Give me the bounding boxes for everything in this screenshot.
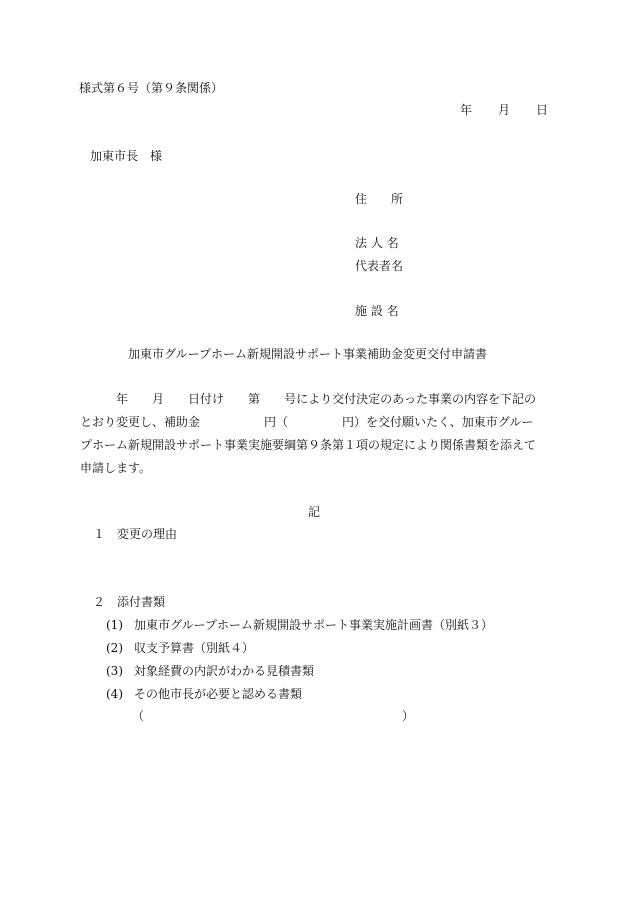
section-1-label: 変更の理由 [117, 527, 178, 541]
address-label: 住 所 [355, 192, 404, 206]
representative-label: 代表者名 [355, 259, 404, 273]
date-day-label: 日 [536, 103, 549, 117]
attachment-2-number: (2) [106, 641, 123, 655]
body-dated: 日付け [188, 392, 225, 406]
attachment-3-text: 対象経費の内訳がわかる見積書類 [134, 664, 315, 678]
attachment-4-paren-close: ） [402, 709, 415, 723]
document-title: 加東市グループホーム新規開設サポート事業補助金変更交付申請書 [128, 347, 488, 361]
body-month: 月 [152, 392, 165, 406]
body-subsidy: とおり変更し、補助金 [80, 415, 201, 429]
attachment-1-text: 加東市グループホーム新規開設サポート事業実施計画書（別紙３） [134, 618, 494, 632]
body-yen-open: 円（ [264, 415, 289, 429]
attachment-4-number: (4) [106, 687, 123, 701]
facility-name-label: 施 設 名 [355, 304, 399, 318]
section-2-label: 添付書類 [117, 595, 166, 609]
body-no: 第 [248, 392, 261, 406]
body-line-1-rest: 号により交付決定のあった事業の内容を下記の [284, 392, 536, 406]
ki-heading: 記 [308, 505, 321, 519]
body-line-3: プホーム新規開設サポート事業実施要綱第９条第１項の規定により関係書類を添えて [80, 438, 537, 452]
addressee: 加東市長 様 [90, 149, 163, 163]
attachment-4-paren-open: （ [132, 709, 145, 723]
body-line-1 [80, 391, 550, 407]
date-month-label: 月 [498, 103, 511, 117]
corporation-name-label: 法 人 名 [355, 236, 399, 250]
attachment-3-number: (3) [106, 664, 123, 678]
date-year-label: 年 [460, 103, 473, 117]
body-year: 年 [116, 392, 129, 406]
body-yen-close: 円）を交付願いたく、加東市グルー [342, 415, 534, 429]
section-2-number: ２ [93, 595, 106, 609]
body-line-4: 申請します。 [80, 461, 152, 475]
attachment-4-text: その他市長が必要と認める書類 [134, 687, 303, 701]
section-1-number: １ [93, 527, 106, 541]
form-number: 様式第６号（第９条関係） [79, 81, 224, 95]
body-line-2 [80, 414, 550, 430]
attachment-2-text: 収支予算書（別紙４） [134, 641, 255, 655]
attachment-1-number: (1) [106, 618, 123, 632]
